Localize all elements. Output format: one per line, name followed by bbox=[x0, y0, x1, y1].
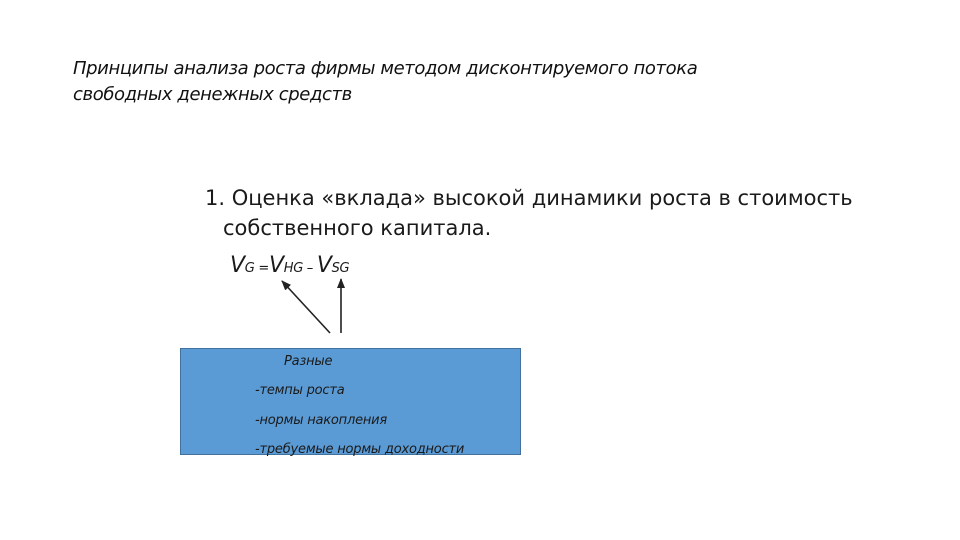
slide-title bbox=[73, 56, 833, 108]
formula-v-sg: V bbox=[316, 253, 332, 278]
box-heading: Разные bbox=[284, 354, 333, 369]
formula-v-g: V bbox=[230, 253, 245, 278]
title-line-2: свободных денежных средств bbox=[73, 84, 352, 105]
title-line-1: Принципы анализа роста фирмы методом дисконтируемого потока bbox=[73, 58, 698, 79]
formula-sub-hg: HG bbox=[283, 261, 303, 276]
formula-v-hg: V bbox=[268, 253, 284, 278]
formula bbox=[230, 253, 349, 278]
arrow-to-v-hg bbox=[282, 281, 330, 333]
numbered-point bbox=[205, 183, 925, 243]
formula-minus: – bbox=[302, 261, 317, 276]
box-item-required-returns: -требуемые нормы доходности bbox=[255, 442, 465, 457]
formula-equals: = bbox=[254, 261, 269, 276]
formula-sub-g: G bbox=[244, 261, 255, 276]
box-item-growth-rates: -темпы роста bbox=[255, 383, 345, 398]
point-line-1: 1. Оценка «вклада» высокой динамики роста в стоимость bbox=[205, 186, 853, 210]
point-line-2: собственного капитала. bbox=[223, 216, 492, 240]
factors-box bbox=[180, 348, 521, 455]
formula-sub-sg: SG bbox=[331, 261, 350, 276]
box-item-accumulation-rates: -нормы накопления bbox=[255, 413, 388, 428]
